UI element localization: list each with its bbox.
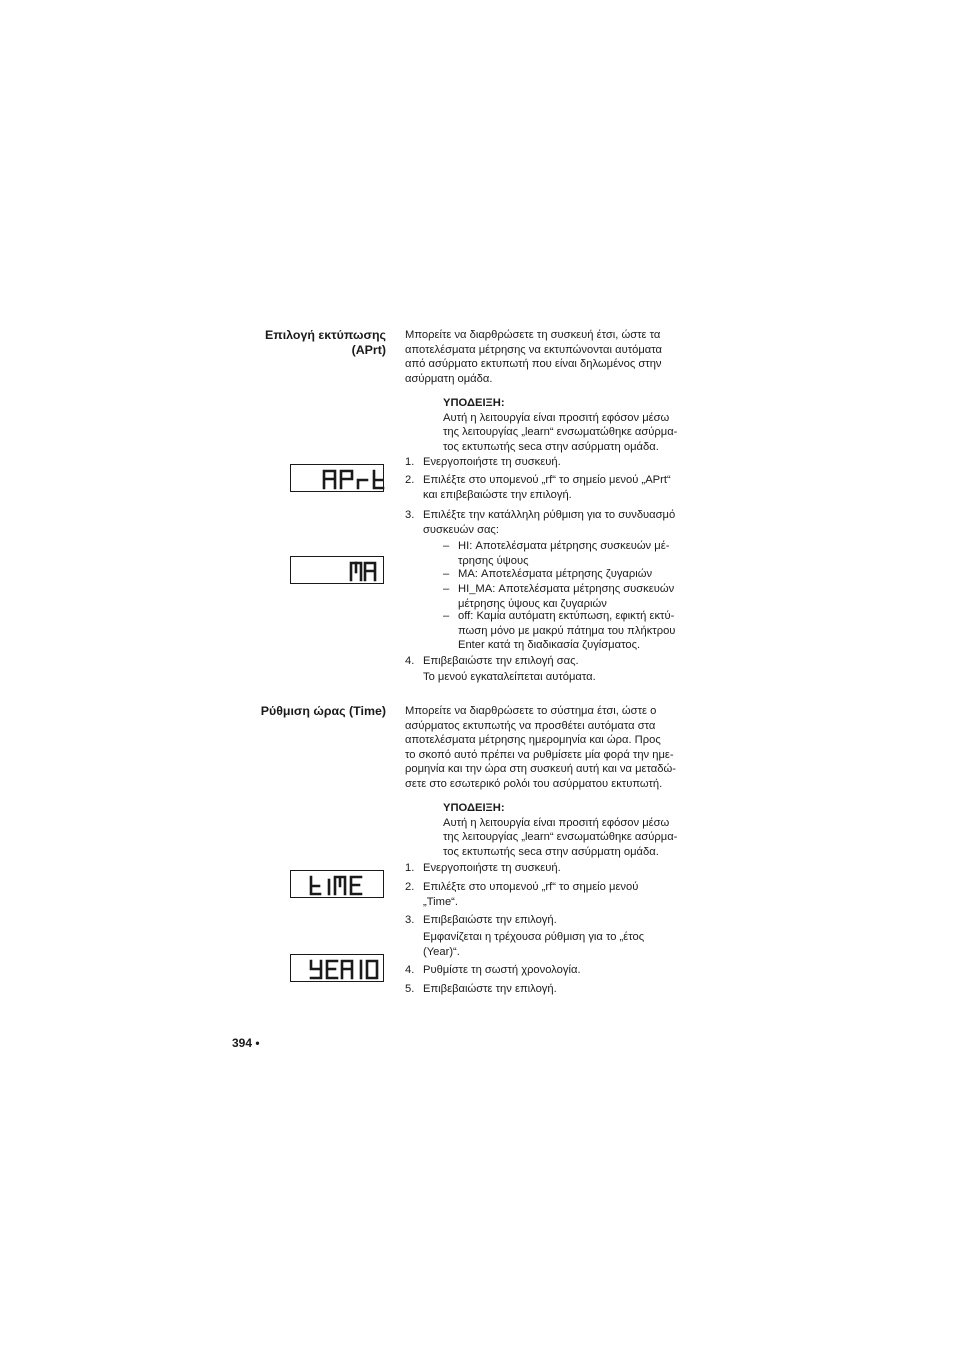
step-text: Ρυθμίστε τη σωστή χρονολογία. bbox=[423, 964, 581, 976]
step-text: Επιβεβαιώστε την επιλογή σας. bbox=[423, 655, 579, 667]
option-text: off: Καμία αυτόματη εκτύπωση, εφικτή εκτύ- πωση μόνο με μακρύ πάτημα του πλήκτρου Enter κατά τη διαδικασία ζυγίσματος. bbox=[458, 610, 676, 652]
lcd-readout-aprt bbox=[291, 465, 385, 493]
lcd-display-year bbox=[290, 954, 384, 982]
page-number: 394 • bbox=[232, 1036, 260, 1050]
step-text: Επιβεβαιώστε την επιλογή. bbox=[423, 914, 557, 926]
lcd-readout-year bbox=[291, 955, 385, 983]
note-heading: ΥΠΟΔΕΙΞΗ: bbox=[443, 802, 505, 814]
option-text: HI_MA: Αποτελέσματα μέτρησης συσκευών μέτρησης ύψους και ζυγαριών bbox=[458, 583, 675, 610]
section-title-line2: (APrt) bbox=[351, 343, 386, 357]
lcd-display-time bbox=[290, 870, 384, 898]
option-dash: – bbox=[443, 610, 450, 622]
step-text: Επιλέξτε στο υπομενού „rf“ το σημείο μενού „Time“. bbox=[423, 881, 639, 908]
note-body: Αυτή η λειτουργία είναι προσιτή εφόσον μέσω της λειτουργίας „learn“ ενσωματώθηκε ασύρμα- τος εκτυπωτής seca στην ασύρματη ομάδα. bbox=[443, 816, 678, 858]
step-text: Επιβεβαιώστε την επιλογή. bbox=[423, 983, 557, 995]
section-intro: Μπορείτε να διαρθρώσετε τη συσκευή έτσι, ώστε τα αποτελέσματα μέτρησης να εκτυπώνονται αυτόματα από ασύρματο εκτυπωτή που είναι δηλωμένος στην ασύρματη ομάδα. bbox=[405, 329, 662, 385]
step-text: Επιλέξτε στο υπομενού „rf“ το σημείο μενού „APrt“ και επιβεβαιώστε την επιλογή. bbox=[423, 474, 671, 501]
lcd-display-aprt bbox=[290, 464, 384, 492]
section-title-aprt bbox=[236, 328, 386, 358]
step-number: 4. bbox=[405, 964, 415, 976]
step-result-text: Εμφανίζεται η τρέχουσα ρύθμιση για το „έτος (Year)“. bbox=[423, 931, 645, 958]
step-number: 5. bbox=[405, 983, 415, 995]
step-text: Ενεργοποιήστε τη συσκευή. bbox=[423, 862, 561, 874]
lcd-readout-ma bbox=[291, 557, 385, 585]
step-number: 3. bbox=[405, 914, 415, 926]
option-dash: – bbox=[443, 583, 450, 595]
option-text: HI: Αποτελέσματα μέτρησης συσκευών μέ- τρησης ύψους bbox=[458, 540, 670, 567]
option-dash: – bbox=[443, 568, 450, 580]
lcd-display-ma bbox=[290, 556, 384, 584]
step-result-text: Το μενού εγκαταλείπεται αυτόματα. bbox=[423, 671, 596, 683]
section-intro: Μπορείτε να διαρθρώσετε το σύστημα έτσι, ώστε ο ασύρματος εκτυπωτής να προσθέτει αυτόματα στα αποτελέσματα μέτρησης ημερομηνία και ώρα. Προς το σκοπό αυτό πρέπει να ρυθμίσετε μία φορά την ημε- ρομηνία και την ώρα στη συσκευή αυτή και να μεταδώ- σετε στο εσωτερικό ρολόι του ασύρματου εκτυπωτή. bbox=[405, 705, 676, 790]
step-number: 4. bbox=[405, 655, 415, 667]
step-number: 1. bbox=[405, 456, 415, 468]
note-body: Αυτή η λειτουργία είναι προσιτή εφόσον μέσω της λειτουργίας „learn“ ενσωματώθηκε ασύρμα- τος εκτυπωτής seca στην ασύρματη ομάδα. bbox=[443, 411, 678, 453]
section-title-line1: Επιλογή εκτύπωσης bbox=[264, 328, 386, 342]
step-number: 1. bbox=[405, 862, 415, 874]
option-dash: – bbox=[443, 540, 450, 552]
lcd-readout-time bbox=[291, 871, 385, 899]
note-heading: ΥΠΟΔΕΙΞΗ: bbox=[443, 397, 505, 409]
note-box bbox=[443, 396, 703, 454]
step-text: Επιλέξτε την κατάλληλη ρύθμιση για το συνδυασμό συσκευών σας: bbox=[423, 509, 676, 536]
note-box bbox=[443, 801, 703, 859]
step-text: Ενεργοποιήστε τη συσκευή. bbox=[423, 456, 561, 468]
step-number: 3. bbox=[405, 509, 415, 521]
step-number: 2. bbox=[405, 474, 415, 486]
section-title-time: Ρύθμιση ώρας (Time) bbox=[260, 704, 386, 718]
step-number: 2. bbox=[405, 881, 415, 893]
option-text: MA: Αποτελέσματα μέτρησης ζυγαριών bbox=[458, 568, 653, 580]
